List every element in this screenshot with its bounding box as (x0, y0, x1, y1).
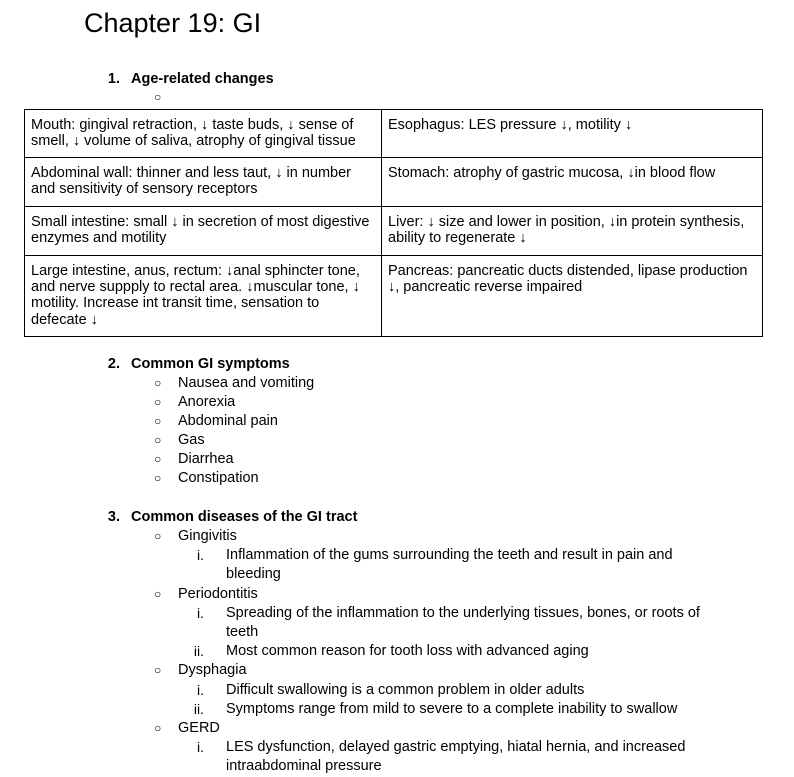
list-item: Anorexia (178, 394, 236, 410)
table-cell: Liver: ↓ size and lower in position, ↓in protein synthesis, ability to regenerate ↓ (382, 207, 763, 256)
table-cell: Small intestine: small ↓ in secretion of most digestive enzymes and motility (25, 207, 382, 256)
bullet-icon: ○ (154, 452, 162, 466)
bullet-icon: ○ (154, 721, 162, 735)
disease-detail: Symptoms range from mild to severe to a complete inability to swallow (226, 701, 678, 717)
table-cell: Stomach: atrophy of gastric mucosa, ↓in blood flow (382, 158, 763, 207)
age-related-changes-table (24, 109, 763, 337)
bullet-icon: ○ (154, 529, 162, 543)
page-title: Chapter 19: GI (84, 8, 262, 38)
disease-detail: Difficult swallowing is a common problem in older adults (226, 682, 585, 698)
section-3-number: 3. (107, 509, 120, 525)
disease-name: GERD (178, 720, 220, 736)
bullet-icon: ○ (154, 663, 162, 677)
list-item: Constipation (178, 470, 259, 486)
bullet-icon: ○ (154, 414, 162, 428)
section-3-title: Common diseases of the GI tract (131, 509, 358, 525)
bullet-icon: ○ (154, 587, 162, 601)
table-cell: Mouth: gingival retraction, ↓ taste buds, ↓ sense of smell, ↓ volume of saliva, atrophy of gingival tissue (25, 110, 382, 158)
disease-detail: Inflammation of the gums surrounding the teeth and result in pain and bleeding (226, 547, 673, 583)
table-row (25, 110, 763, 158)
disease-detail: Spreading of the inflammation to the underlying tissues, bones, or roots of teeth (226, 605, 700, 641)
bullet-icon: ○ (154, 433, 162, 447)
section-2-number: 2. (107, 356, 120, 372)
table-row (25, 207, 763, 256)
section-1-title: Age-related changes (131, 71, 274, 87)
disease-name: Gingivitis (178, 528, 237, 544)
list-item: Nausea and vomiting (178, 375, 315, 391)
bullet-icon: ○ (154, 90, 162, 104)
disease-name: Periodontitis (178, 586, 258, 602)
roman-numeral: i. (197, 682, 204, 698)
table-row (25, 158, 763, 207)
table-cell: Pancreas: pancreatic ducts distended, lipase production ↓, pancreatic reverse impaired (382, 256, 763, 337)
disease-detail: Most common reason for tooth loss with advanced aging (226, 643, 589, 659)
roman-numeral: ii. (193, 643, 204, 659)
bullet-icon: ○ (154, 376, 162, 390)
table-cell: Large intestine, anus, rectum: ↓anal sphincter tone, and nerve suppply to rectal area. ↓muscular tone, ↓ motility. Increase int transit time, sensation to defecate ↓ (25, 256, 382, 337)
list-item: Abdominal pain (178, 413, 278, 429)
disease-name: Dysphagia (178, 662, 247, 678)
list-item: Gas (178, 432, 205, 448)
roman-numeral: i. (197, 547, 204, 563)
roman-numeral: i. (197, 739, 204, 755)
list-item: Diarrhea (178, 451, 234, 467)
section-1-number: 1. (107, 71, 120, 87)
disease-detail: LES dysfunction, delayed gastric emptying, hiatal hernia, and increased intraabdominal pressure (226, 739, 686, 775)
table-row (25, 256, 763, 337)
bullet-icon: ○ (154, 471, 162, 485)
roman-numeral: i. (197, 605, 204, 621)
bullet-icon: ○ (154, 395, 162, 409)
table-cell: Abdominal wall: thinner and less taut, ↓ in number and sensitivity of sensory receptors (25, 158, 382, 207)
section-2-title: Common GI symptoms (131, 356, 290, 372)
roman-numeral: ii. (193, 701, 204, 717)
table-cell: Esophagus: LES pressure ↓, motility ↓ (382, 110, 763, 158)
